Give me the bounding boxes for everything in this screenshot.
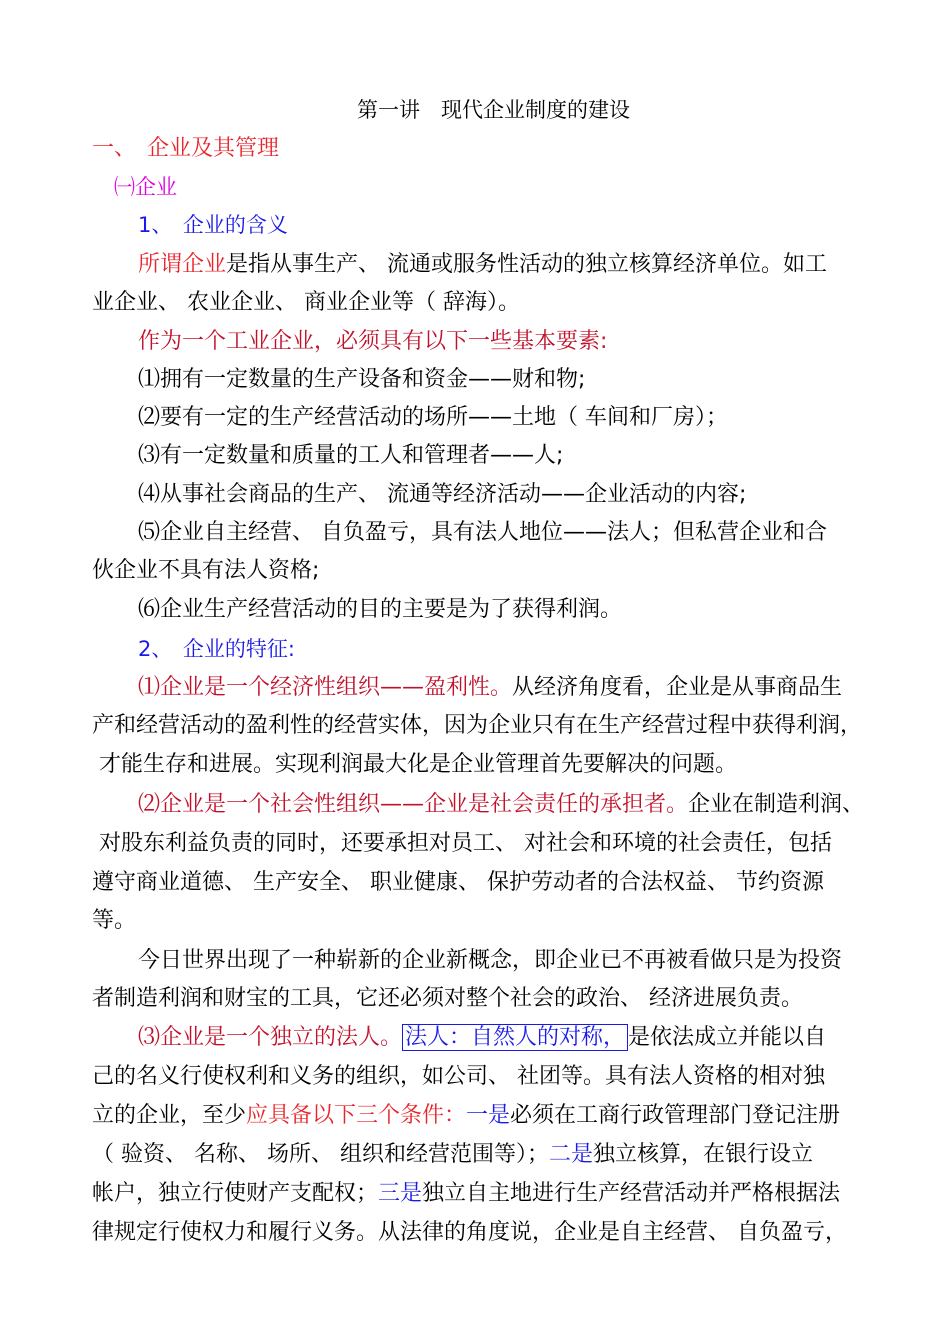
requirement-6: ⑹企业生产经营活动的目的主要是为了获得利润。 xyxy=(138,597,623,622)
paragraph-definition-line-1 xyxy=(138,250,827,280)
feature-3-line-2: 己的名义行使权利和义务的组织，如公司、 社团等。具有法人资格的相对独 xyxy=(92,1064,825,1089)
requirement-4: ⑷从事社会商品的生产、 流通等经济活动——企业活动的内容; xyxy=(138,482,747,507)
item-heading-definition: 1、 企业的含义 xyxy=(138,213,288,237)
condition-1-details: （ 验资、 名称、 场所、 组织和经营范围等）； xyxy=(92,1142,549,1167)
requirement-2: ⑵要有一定的生产经营活动的场所——土地（ 车间和厂房）； xyxy=(138,405,728,430)
requirement-5-line-1: ⑸企业自主经营、 自负盈亏，具有法人地位——法人；但私营企业和合 xyxy=(138,520,827,545)
feature-3-text: 是依法成立并能以自 xyxy=(628,1025,827,1050)
feature-2-line-3: 遵守商业道德、 生产安全、 职业健康、 保护劳动者的合法权益、 节约资源 xyxy=(92,870,824,895)
three-conditions-label: 应具备以下三个条件： xyxy=(246,1103,467,1128)
feature-2-line-4: 等。 xyxy=(92,908,137,933)
condition-1-text: 必须在工商行政管理部门登记注册 xyxy=(510,1103,841,1128)
item-heading-features: 2、 企业的特征: xyxy=(138,637,295,661)
feature-3-line-1 xyxy=(138,1023,826,1053)
feature-2-title: ⑵企业是一个社会性组织——企业是社会责任的承担者。 xyxy=(138,792,689,817)
today-paragraph-line-2: 者制造利润和财宝的工具，它还必须对整个社会的政治、 经济进展负责。 xyxy=(92,986,803,1011)
feature-3-line-4 xyxy=(92,1140,813,1170)
feature-2-line-1 xyxy=(138,790,864,820)
definition-text: 是指从事生产、 流通或服务性活动的独立核算经济单位。如工 xyxy=(226,252,828,277)
condition-2-text: 独立核算，在银行设立 xyxy=(593,1142,814,1167)
feature-3-line-6: 律规定行使权力和履行义务。从法律的角度说，企业是自主经营、 自负盈亏， xyxy=(92,1220,847,1245)
feature-3-line-3-start: 立的企业，至少 xyxy=(92,1103,247,1128)
section-heading-1: 一、 企业及其管理 xyxy=(92,136,280,161)
page-title: 第一讲 现代企业制度的建设 xyxy=(357,98,630,122)
requirement-1: ⑴拥有一定数量的生产设备和资金——财和物; xyxy=(138,367,586,392)
feature-3-title: ⑶企业是一个独立的法人。 xyxy=(138,1025,403,1050)
condition-2-label: 二是 xyxy=(548,1142,593,1167)
feature-2-line-2: 对股东利益负责的同时，还要承担对员工、 对社会和环境的社会责任，包括 xyxy=(92,831,832,856)
legal-person-note-box: 法人：自然人的对称， xyxy=(402,1024,628,1051)
feature-1-line-3: 才能生存和进展。实现利润最大化是企业管理首先要解决的问题。 xyxy=(92,752,737,777)
condition-3-text: 独立自主地进行生产经营活动并严格根据法 xyxy=(422,1181,841,1206)
requirement-3: ⑶有一定数量和质量的工人和管理者——人; xyxy=(138,443,564,468)
condition-1-label: 一是 xyxy=(466,1103,511,1128)
condition-2-details: 帐户，独立行使财产支配权； xyxy=(92,1181,379,1206)
condition-3-label: 三是 xyxy=(378,1181,423,1206)
feature-3-line-5 xyxy=(92,1179,840,1209)
term-enterprise: 所谓企业 xyxy=(138,252,227,277)
subsection-heading-enterprise: ㈠企业 xyxy=(114,175,177,199)
requirement-5-line-2: 伙企业不具有法人资格; xyxy=(92,558,320,583)
today-paragraph-line-1: 今日世界出现了一种崭新的企业新概念，即企业已不再被看做只是为投资 xyxy=(138,948,843,973)
paragraph-definition-line-2: 业企业、 农业企业、 商业企业等（ 辞海）。 xyxy=(92,290,520,315)
feature-1-line-2: 产和经营活动的盈利性的经营实体，因为企业只有在生产经营过程中获得利润， xyxy=(92,713,863,738)
feature-3-line-3 xyxy=(92,1101,840,1131)
feature-1-line-1 xyxy=(138,673,842,703)
feature-2-text: 企业在制造利润、 xyxy=(688,792,865,817)
requirements-heading: 作为一个工业企业，必须具有以下一些基本要素: xyxy=(138,329,608,354)
feature-1-text: 从经济角度看，企业是从事商品生 xyxy=(512,675,843,700)
feature-1-title: ⑴企业是一个经济性组织——盈利性。 xyxy=(138,675,513,700)
